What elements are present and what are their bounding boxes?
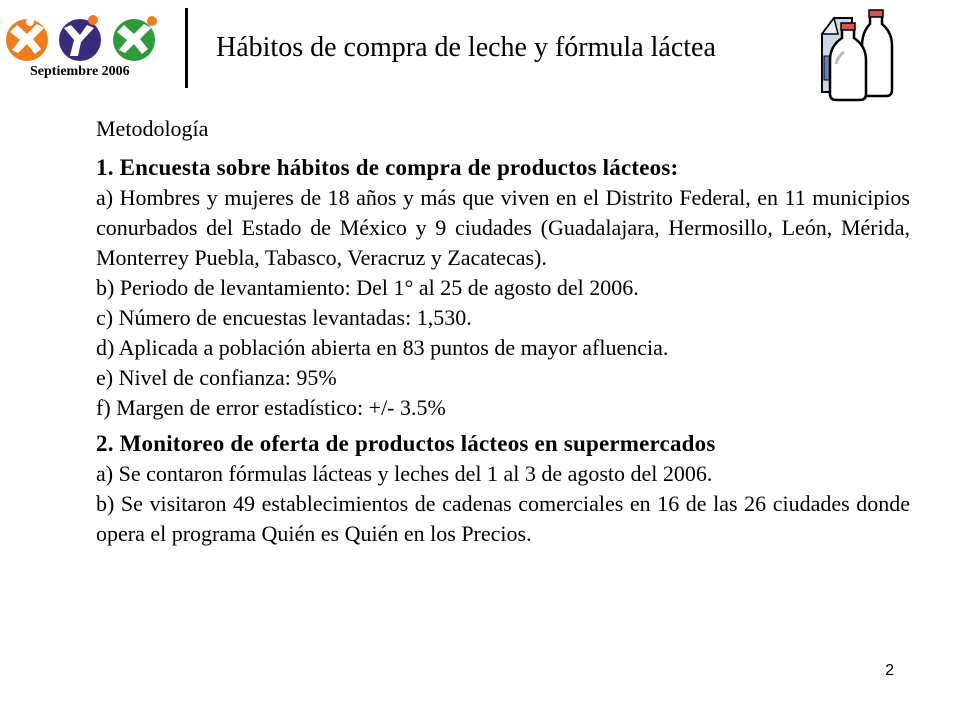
survey-item-c: c) Número de encuestas levantadas: 1,530. bbox=[96, 305, 472, 330]
survey-item-b: b) Periodo de levantamiento: Del 1° al 25 de agosto del 2006. bbox=[96, 275, 639, 300]
slide-title: Hábitos de compra de leche y fórmula láctea bbox=[216, 32, 716, 63]
logo-orange-mark bbox=[6, 18, 48, 61]
survey-item-a: a) Hombres y mujeres de 18 años y más que viven en el Distrito Federal, en 11 municipios conurbados del Estado de México y 9 ciudades (Guadalajara, Hermosillo, León, Mérida, Monterrey Puebla, Tabasco, Veracruz y Zacatecas). bbox=[96, 185, 910, 270]
milk-bottles-illustration bbox=[812, 4, 902, 102]
logo-green-mark bbox=[113, 16, 157, 61]
monitoring-item-b: b) Se visitaron 49 establecimientos de cadenas comerciales en 16 de las 26 ciudades donde opera el programa Quién es Quién en los Precios. bbox=[96, 491, 910, 546]
monitoring-item-a: a) Se contaron fórmulas lácteas y leches del 1 al 3 de agosto del 2006. bbox=[96, 461, 713, 486]
survey-item-f: f) Margen de error estadístico: +/- 3.5% bbox=[96, 395, 446, 420]
survey-item-d: d) Aplicada a población abierta en 83 puntos de mayor afluencia. bbox=[96, 335, 669, 360]
page-number: 2 bbox=[885, 662, 894, 679]
survey-item-e: e) Nivel de confianza: 95% bbox=[96, 365, 337, 390]
methodology-content bbox=[96, 114, 910, 549]
section-label: Metodología bbox=[96, 116, 209, 141]
survey-heading: 1. Encuesta sobre hábitos de compra de productos lácteos: bbox=[96, 155, 679, 180]
logo-purple-mark bbox=[59, 15, 101, 61]
header-divider bbox=[185, 8, 188, 88]
date-caption: Septiembre 2006 bbox=[30, 64, 130, 79]
monitoring-heading: 2. Monitoreo de oferta de productos lácteos en supermercados bbox=[96, 431, 716, 456]
